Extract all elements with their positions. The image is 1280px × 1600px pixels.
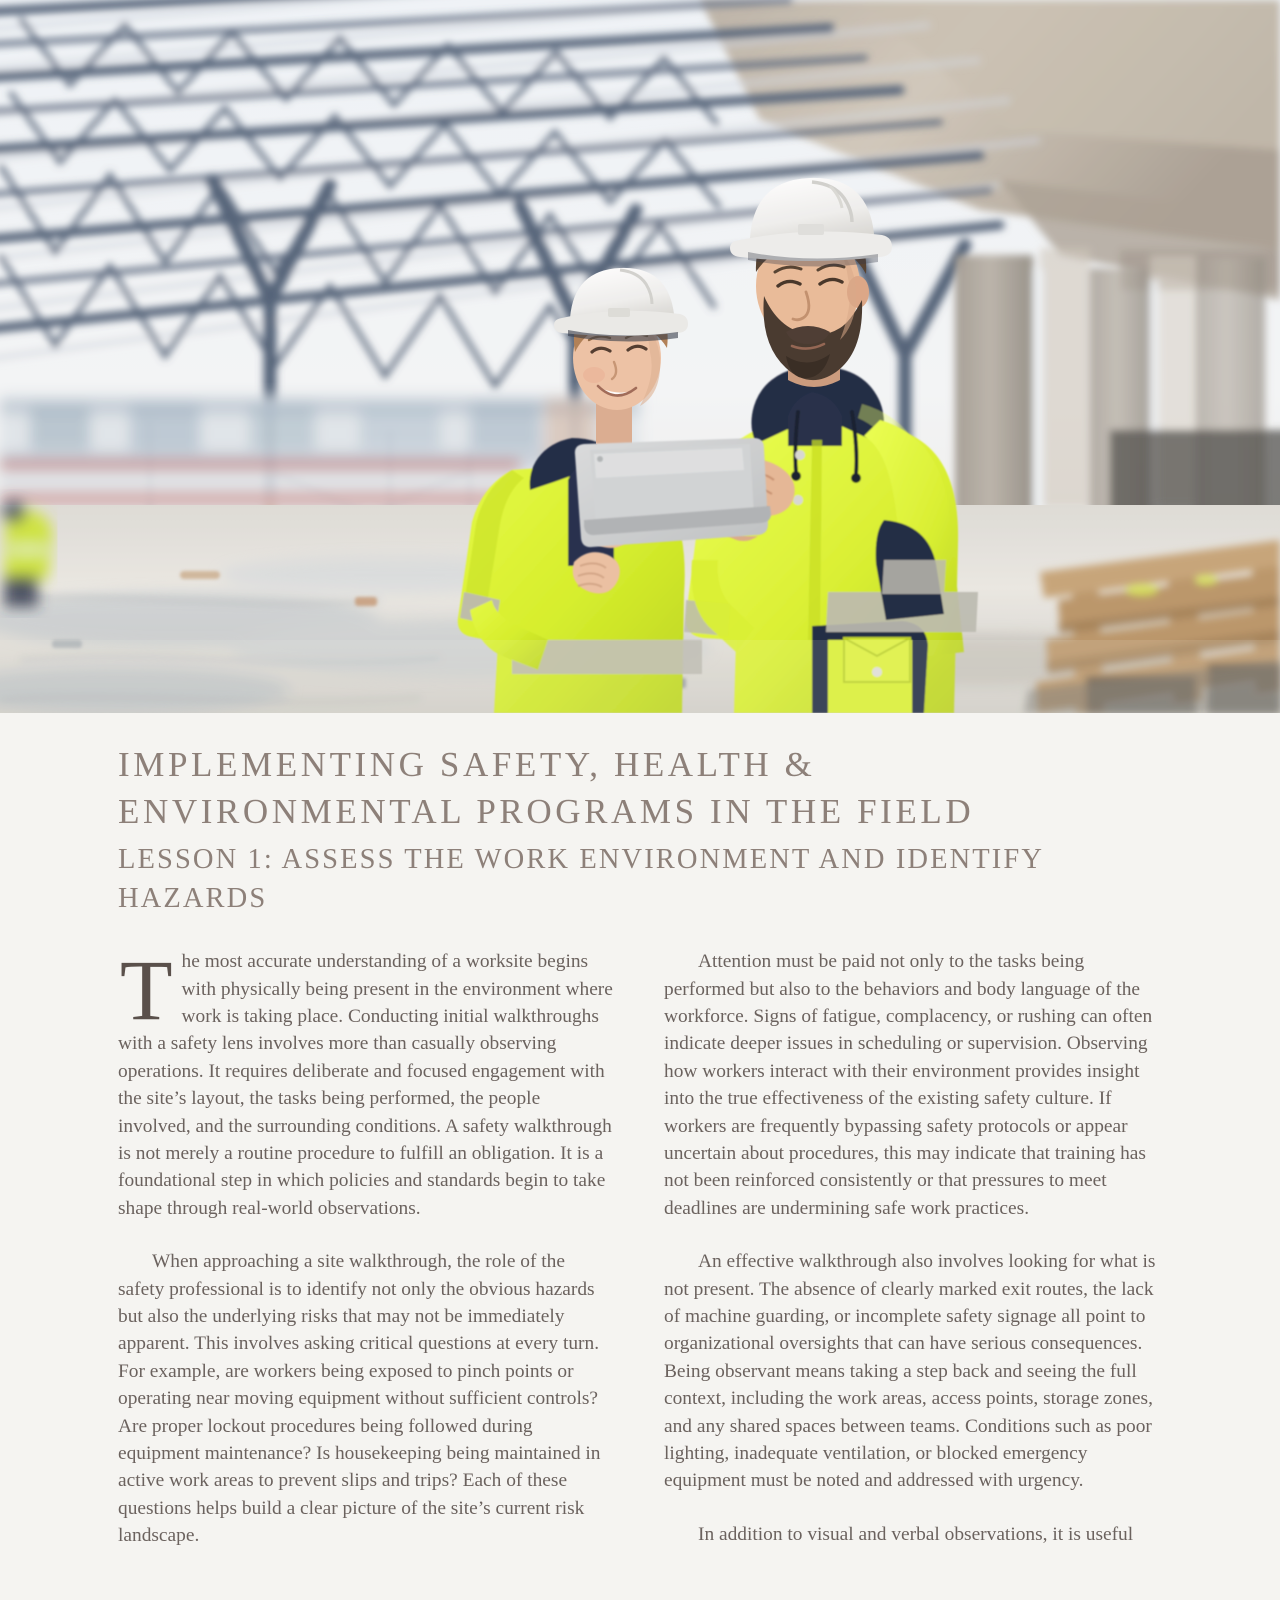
page-title: IMPLEMENTING SAFETY, HEALTH & ENVIRONMENTAL PROGRAMS IN THE FIELD [118, 745, 975, 832]
paragraph: An effective walkthrough also involves looking for what is not present. The absence of clearly marked exit routes, the lack of machine guarding, or incomplete safety signage all point to organizational oversights that can have serious consequences. Being observant means taking a step back and seeing the full context, including the work areas, access points, storage zones, and any shared spaces between teams. Conditions such as poor lighting, inadequate ventilation, or blocked emergency equipment must be noted and addressed with urgency. [664, 1251, 1156, 1492]
scene-illustration [0, 0, 1280, 713]
lesson-subtitle: LESSON 1: ASSESS THE WORK ENVIRONMENT AND IDENTIFY HAZARDS [118, 843, 1043, 914]
two-column-text [118, 942, 1162, 1576]
paragraph: When approaching a site walkthrough, the role of the safety professional is to identify not only the obvious hazards but also the underlying risks that may not be immediately apparent. This involves asking critical questions at every turn. For example, are workers being exposed to pinch points or operating near moving equipment without sufficient controls? Are proper lockout procedures being followed during equipment maintenance? Is housekeeping being maintained in active work areas to prevent slips and trips? Each of these questions helps build a clear picture of the site’s current risk landscape. [118, 1251, 601, 1547]
article-body [0, 713, 1280, 1600]
hero-image [0, 0, 1280, 713]
paragraph: The most accurate understanding of a worksite begins with physically being present in the environment where work is taking place. Conducting initial walkthroughs with a safety lens involves more than casually observing operations. It requires deliberate and focused engagement with the site’s layout, the tasks being performed, the people involved, and the surrounding conditions. A safety walkthrough is not merely a routine procedure to fulfill an obligation. It is a foundational step in which policies and standards begin to take shape through real-world observations. [118, 942, 613, 1219]
left-column [118, 942, 616, 1576]
right-column [664, 948, 1162, 1576]
paragraph: In addition to visual and verbal observations, it is useful [698, 1523, 1134, 1545]
paragraph: Attention must be paid not only to the tasks being performed but also to the behaviors and body language of the workforce. Signs of fatigue, complacency, or rushing can often indicate deeper issues in scheduling or supervision. Observing how workers interact with their environment provides insight into the true effectiveness of the existing safety culture. If workers are frequently bypassing safety protocols or appear uncertain about procedures, this may indicate that training has not been reinforced consistently or that pressures to meet deadlines are undermining safe work practices. [664, 951, 1153, 1219]
construction-site-photo [0, 0, 1280, 713]
